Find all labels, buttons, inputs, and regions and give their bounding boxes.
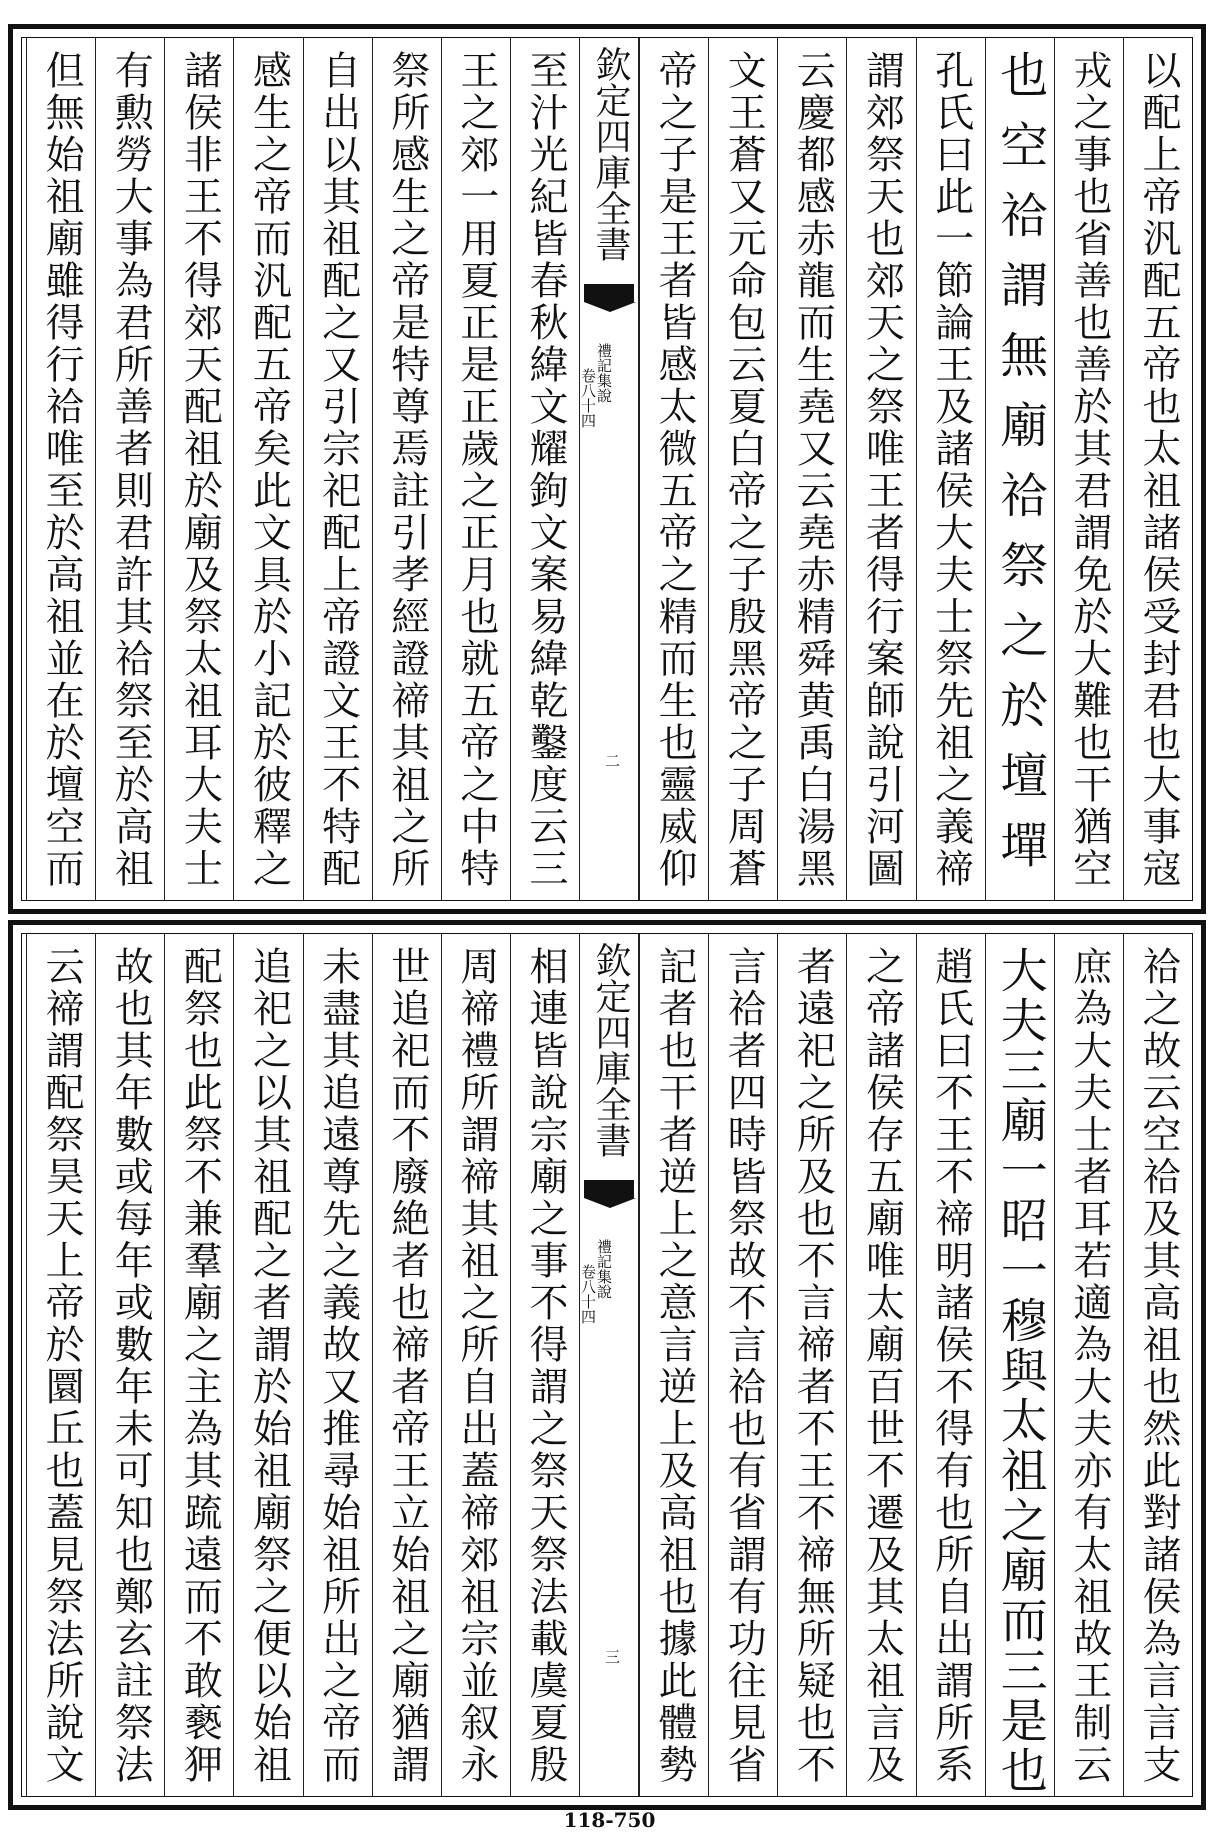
column-text: 有勲勞大事為君所善者則君許其祫祭至於高祖 (108, 50, 154, 890)
text-column (1054, 38, 1123, 900)
text-column (777, 38, 846, 900)
column-text: 未盡其追遠尊先之義故又推尋始祖所出之帝而 (315, 946, 361, 1786)
book-title: 禮記集說 (595, 1239, 613, 1299)
text-column (1123, 38, 1192, 900)
text-column (510, 934, 579, 1796)
bottom-page (8, 920, 1206, 1810)
text-column (164, 38, 233, 900)
column-text: 大夫三廟一昭一穆與太祖之廟而三是也 (992, 946, 1048, 1796)
text-column (916, 38, 985, 900)
column-text: 之帝諸侯存五廟唯太廟百世不遷及其太祖言及 (859, 946, 905, 1786)
text-column (164, 934, 233, 1796)
text-column (510, 38, 579, 900)
column-text: 云禘謂配祭昊天上帝於圜丘也蓋見祭法所說文 (39, 946, 85, 1786)
column-text: 祫之故云空祫及其高祖也然此對諸侯為言言支 (1136, 946, 1181, 1786)
text-column (985, 934, 1054, 1796)
text-column (303, 934, 372, 1796)
column-text: 庶為大夫士者耳若適為大夫亦有太祖故王制云 (1066, 946, 1112, 1786)
column-text: 但無始祖廟雖得行祫唯至於高祖並在於壇空而 (39, 50, 85, 890)
text-column (777, 934, 846, 1796)
fishtail-tail-icon (584, 302, 636, 312)
column-text: 文王蒼又元命包云夏白帝之子殷黑帝之子周蒼 (721, 50, 767, 890)
volume-label: 卷八十四 (579, 368, 597, 428)
text-column (985, 38, 1054, 900)
text-column (233, 38, 302, 900)
text-column (916, 934, 985, 1796)
fishtail-mark-icon (584, 284, 634, 302)
text-column (26, 38, 95, 900)
fishtail-mark-icon (584, 1180, 634, 1198)
text-column (95, 38, 164, 900)
text-column (372, 934, 441, 1796)
column-text: 感生之帝而汎配五帝矣此文具於小記於彼釋之 (246, 50, 292, 890)
leaf-number: 三 (603, 1649, 621, 1664)
text-column (441, 38, 510, 900)
column-text: 戎之事也省善也善於其君謂免於大難也干猶空 (1066, 50, 1112, 890)
column-text: 帝之子是王者皆感太微五帝之精而生也靈威仰 (652, 50, 698, 890)
column-text: 至汁光紀皆春秋緯文耀鉤文案易緯乾鑿度云三 (523, 50, 568, 890)
text-column (639, 934, 708, 1796)
column-text: 相連皆說宗廟之事不得謂之祭天祭法載虞夏殷 (523, 946, 568, 1786)
text-column (26, 934, 95, 1796)
text-column (441, 934, 510, 1796)
fishtail-tail-icon (584, 1198, 636, 1208)
text-column (639, 38, 708, 900)
column-text: 孔氏曰此一節論王及諸侯大夫士祭先祖之義禘 (928, 50, 974, 890)
text-column (846, 38, 915, 900)
column-text: 謂郊祭天也郊天之祭唯王者得行案師說引河圖 (859, 50, 905, 890)
book-title: 禮記集說 (595, 343, 613, 403)
text-column (1054, 934, 1123, 1796)
top-page-frame (21, 37, 1193, 901)
volume-label: 卷八十四 (579, 1264, 597, 1324)
center-fold-band (579, 38, 639, 900)
column-text: 追祀之以其祖配之者謂於始祖廟祭之便以始祖 (246, 946, 292, 1786)
column-text: 世追祀而不廢絶者也禘者帝王立始祖之廟猶謂 (384, 946, 430, 1786)
top-page (8, 24, 1206, 914)
column-text: 周禘禮所謂禘其祖之所自出蓋禘郊祖宗並叙永 (453, 946, 499, 1786)
collection-title: 欽定四庫全書 (590, 46, 631, 262)
page-number-footer: 118-750 (563, 1808, 656, 1832)
column-text: 以配上帝汎配五帝也太祖諸侯受封君也大事寇 (1136, 50, 1181, 890)
text-column (95, 934, 164, 1796)
text-column (1123, 934, 1192, 1796)
column-text: 祭所感生之帝是特尊焉註引孝經證禘其祖之所 (384, 50, 430, 890)
column-text: 記者也干者逆上之意言逆上及高祖也據此體勢 (652, 946, 698, 1786)
leaf-number: 二 (603, 753, 621, 768)
column-text: 王之郊一用夏正是正歲之正月也就五帝之中特 (453, 50, 499, 890)
text-column (303, 38, 372, 900)
text-column (372, 38, 441, 900)
text-column (233, 934, 302, 1796)
collection-title: 欽定四庫全書 (590, 942, 631, 1158)
bottom-page-frame (21, 933, 1193, 1797)
text-column (708, 38, 777, 900)
column-text: 配祭也此祭不兼羣廟之主為其䟽遠而不敢褻狎 (177, 946, 223, 1786)
column-text: 諸侯非王不得郊天配祖於廟及祭太祖耳大夫士 (177, 50, 223, 890)
column-text: 故也其年數或每年或數年未可知也鄭玄註祭法 (108, 946, 154, 1786)
column-text: 自出以其祖配之又引宗祀配上帝證文王不特配 (315, 50, 361, 890)
column-text: 也空祫謂無廟祫祭之於壇墠 (991, 50, 1048, 890)
center-fold-band (579, 934, 639, 1796)
column-text: 趙氏曰不王不禘明諸侯不得有也所自出謂所系 (928, 946, 974, 1786)
column-text: 云慶都感赤龍而生堯又云堯赤精舜黄禹白湯黑 (790, 50, 836, 890)
text-column (708, 934, 777, 1796)
column-text: 言祫者四時皆祭故不言祫也有省謂有功往見省 (721, 946, 767, 1786)
column-text: 者遠祀之所及也不言禘者不王不禘無所疑也不 (790, 946, 836, 1786)
text-column (846, 934, 915, 1796)
